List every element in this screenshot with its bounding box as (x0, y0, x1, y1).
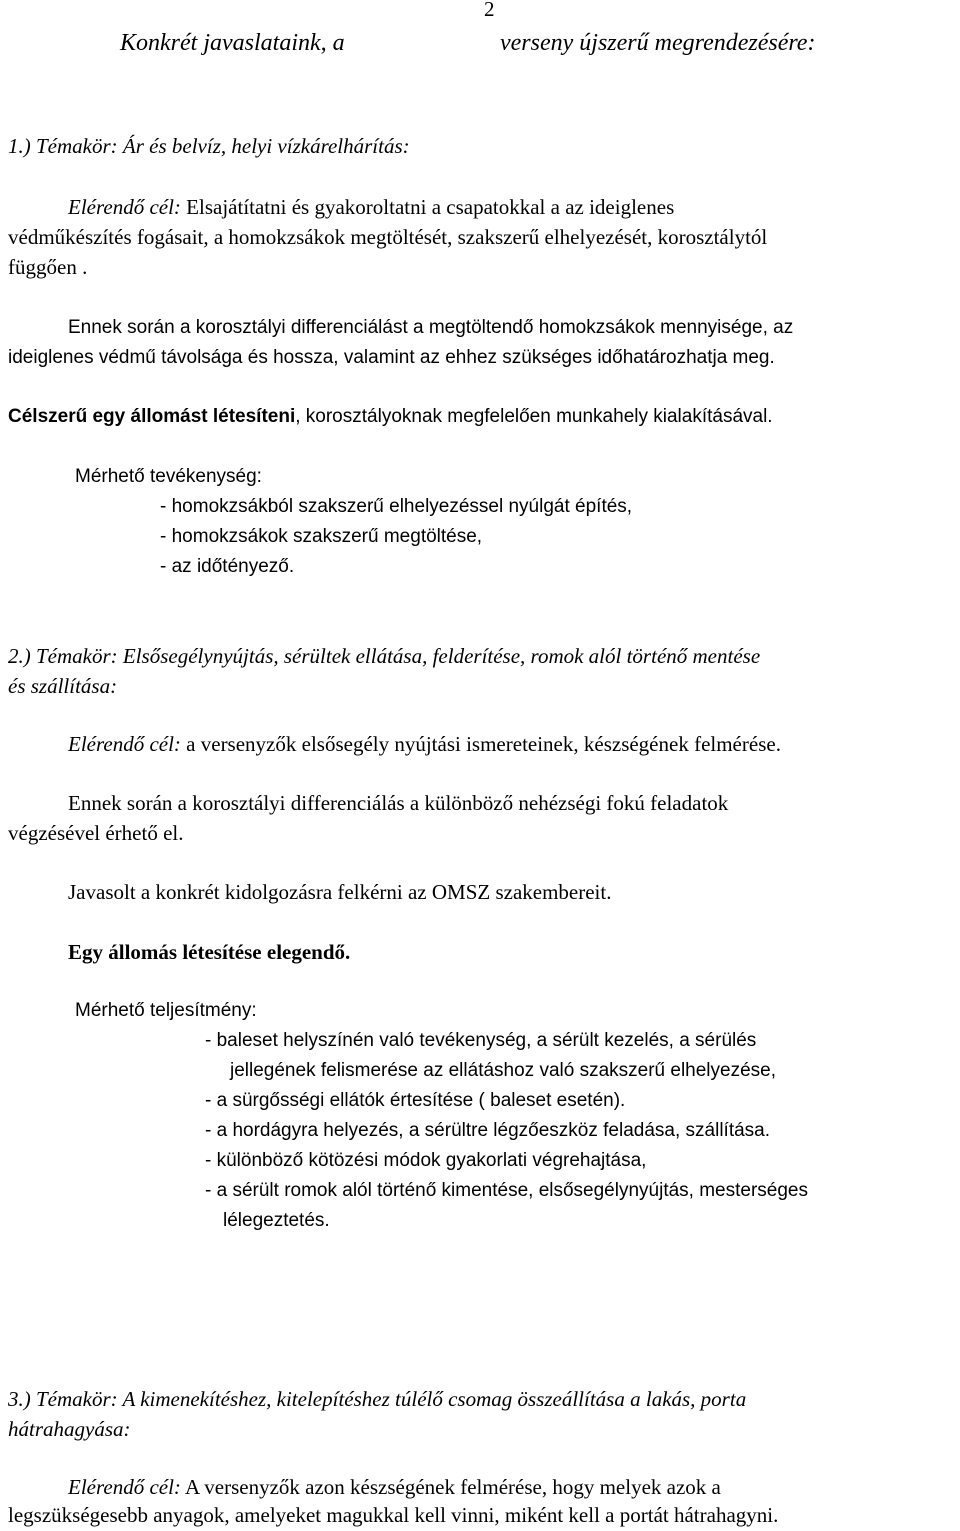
section-3-title-line-2: hátrahagyása: (8, 1417, 131, 1441)
section-3-goal-text-1: A versenyzők azon készségének felmérése, hogy melyek azok a (180, 1475, 721, 1499)
page-number: 2 (484, 0, 495, 21)
section-3-goal-line-1 (68, 1474, 721, 1500)
section-2-measure-item: lélegeztetés. (223, 1210, 330, 1231)
section-1-goal-line-1 (68, 194, 674, 220)
section-2-measure-item: - baleset helyszínén való tevékenység, a sérült kezelés, a sérülés (205, 1030, 757, 1051)
section-1-station (8, 404, 773, 430)
header-right: verseny újszerű megrendezésére: (500, 30, 816, 56)
section-2-title-line-2: és szállítása: (8, 674, 118, 698)
section-2-measure-item: - különböző kötözési módok gyakorlati végrehajtása, (205, 1150, 647, 1171)
section-1-station-rest: , korosztályoknak megfelelően munkahely kialakításával. (295, 406, 773, 427)
section-1-diff-line-2: ideiglenes védmű távolsága és hossza, valamint az ehhez szükséges időhatározhatja meg. (8, 347, 775, 368)
section-1-measure-item: - homokzsákból szakszerű elhelyezéssel nyúlgát építés, (160, 496, 633, 517)
section-2-goal-label: Elérendő cél: (68, 732, 181, 756)
section-3-goal-line-2: legszükségesebb anyagok, amelyeket magukkal kell vinni, miként kell a portát hátrahagyni. (8, 1503, 779, 1527)
section-1-station-bold: Célszerű egy állomást létesíteni (8, 406, 296, 427)
section-2-measure-item: - a sürgősségi ellátók értesítése ( baleset esetén). (205, 1090, 626, 1111)
section-1-goal-line-3: függően . (8, 255, 88, 279)
section-2-measure-item: - a hordágyra helyezés, a sérültre légzőeszköz feladása, szállítása. (205, 1120, 771, 1141)
section-1-measure-item: - homokzsákok szakszerű megtöltése, (160, 526, 483, 547)
section-1-measure-label: Mérhető tevékenység: (75, 466, 262, 487)
section-1-measure-item: - az időtényező. (160, 556, 295, 577)
section-2-omsz: Javasolt a konkrét kidolgozásra felkérni az OMSZ szakembereit. (68, 880, 612, 904)
section-1-title: 1.) Témakör: Ár és belvíz, helyi vízkárelhárítás: (8, 134, 410, 158)
section-1-goal-text-1: Elsajátítatni és gyakoroltatni a csapatokkal a az ideiglenes (180, 195, 675, 219)
section-2-diff-line-2: végzésével érhető el. (8, 821, 184, 845)
section-2-measure-item: jellegének felismerése az ellátáshoz való szakszerű elhelyezése, (230, 1060, 777, 1081)
section-3-goal-label: Elérendő cél: (68, 1475, 181, 1499)
section-1-diff-line-1: Ennek során a korosztályi differenciálást a megtöltendő homokzsákok mennyisége, az (68, 317, 794, 338)
section-2-title-line-1: 2.) Témakör: Elsősegélynyújtás, sérültek ellátása, felderítése, romok alól történő mentése (8, 644, 761, 668)
section-3-title-line-1: 3.) Témakör: A kimenekítéshez, kitelepítéshez túlélő csomag összeállítása a lakás, porta (8, 1387, 747, 1411)
section-2-goal-text: a versenyzők elsősegély nyújtási ismereteinek, készségének felmérése. (180, 732, 781, 756)
section-2-goal (68, 731, 781, 757)
section-1-goal-line-2: védműkészítés fogásait, a homokzsákok megtöltését, szakszerű elhelyezését, korosztálytól (8, 225, 768, 249)
section-2-station: Egy állomás létesítése elegendő. (68, 940, 351, 964)
section-2-measure-label: Mérhető teljesítmény: (75, 1000, 257, 1021)
section-2-measure-item: - a sérült romok alól történő kimentése, elsősegélynyújtás, mesterséges (205, 1180, 808, 1201)
section-2-diff-line-1: Ennek során a korosztályi differenciálás a különböző nehézségi fokú feladatok (68, 791, 729, 815)
header-left: Konkrét javaslataink, a (120, 30, 345, 56)
section-1-goal-label: Elérendő cél: (68, 195, 181, 219)
